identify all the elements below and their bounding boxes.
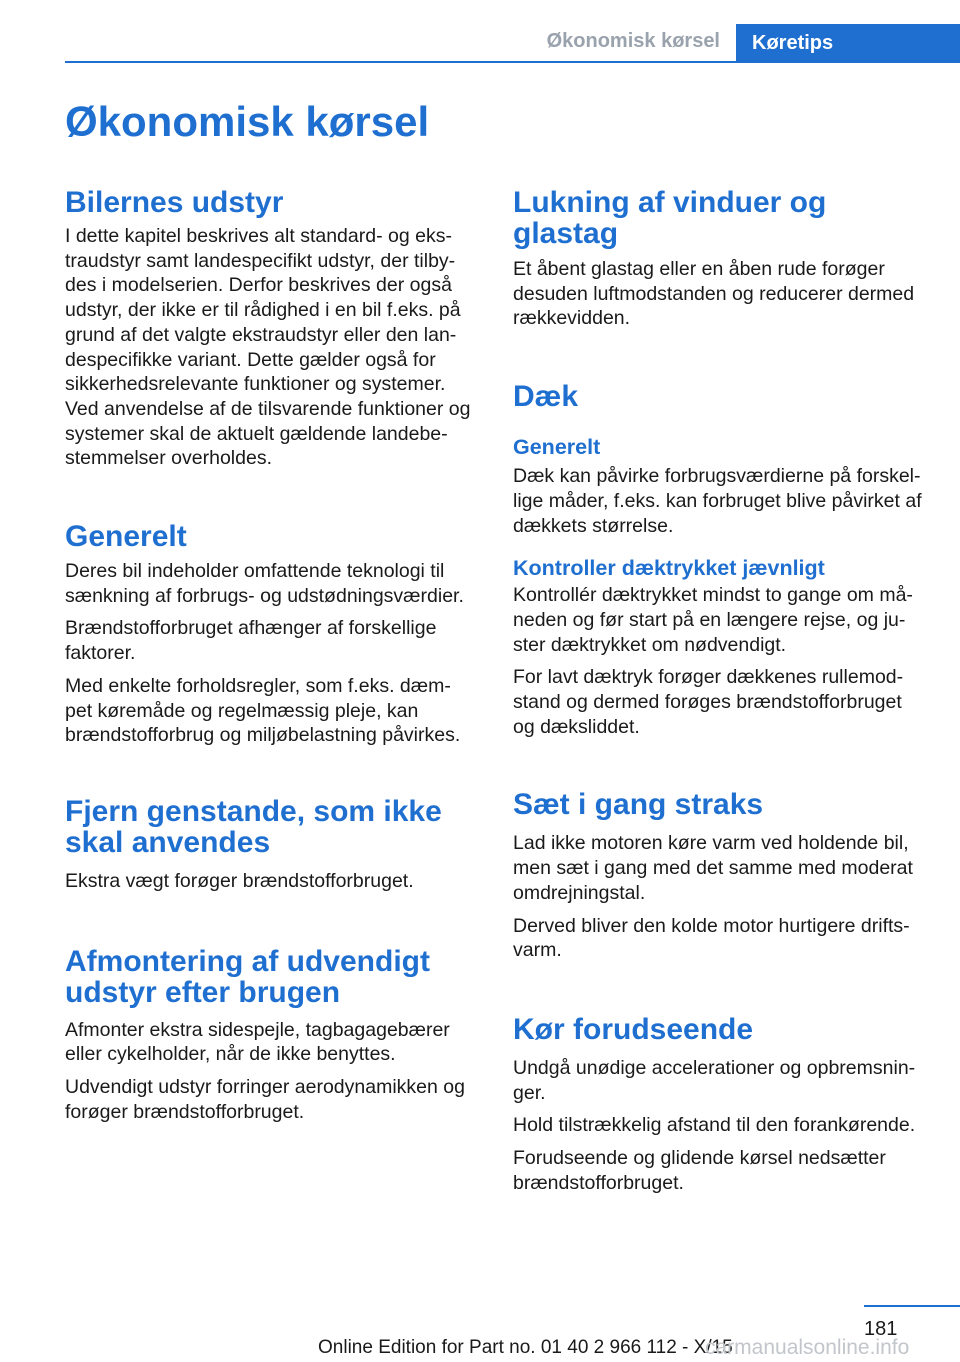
subheading-kontroller-daektrykket: Kontroller dæktrykket jævnligt: [513, 556, 825, 581]
paragraph: Afmonter ekstra sidespejle, tagbagagebærer eller cykelholder, når de ikke benyttes.: [65, 1018, 450, 1066]
heading-bilernes-udstyr: Bilernes udstyr: [65, 186, 284, 219]
footer-edition-text: Online Edition for Part no. 01 40 2 966 112 - X/15: [318, 1337, 733, 1358]
page-number: 181: [864, 1318, 898, 1340]
heading-fjern-genstande: Fjern genstande, som ikke skal anvendes: [65, 794, 442, 859]
paragraph: Dæk kan påvirke forbrugsværdierne på forskel‐ lige måder, f.eks. kan forbruget blive påvirket af dækkets størrelse.: [513, 465, 922, 537]
paragraph: Udvendigt udstyr forringer aerodynamikken og forøger brændstofforbruget.: [65, 1076, 465, 1123]
paragraph: Brændstofforbruget afhænger af forskellige faktorer.: [65, 617, 437, 665]
heading-generelt: Generelt: [65, 520, 187, 554]
right-column: [513, 184, 933, 1195]
paragraph: Hold tilstrækkelig afstand til den forankørende.: [513, 1114, 916, 1137]
heading-daek: Dæk: [513, 380, 579, 414]
paragraph: Med enkelte forholdsregler, som f.eks. dæm‐ pet køremåde og regelmæssig pleje, kan brændstofforbrug og miljøbelastning påvirkes.: [65, 674, 461, 747]
heading-koer-forudseende: Kør forudseende: [513, 1012, 754, 1046]
heading-saet-i-gang-straks: Sæt i gang straks: [513, 788, 764, 822]
heading-afmontering: Afmontering af udvendigt udstyr efter brugen: [65, 944, 430, 1009]
paragraph: Kontrollér dæktrykket mindst to gange om må‐ neden og før start på en længere rejse, og ju‐ ster dæktrykket om nødvendigt.: [513, 584, 913, 656]
paragraph: Et åbent glastag eller en åben rude forøger desuden luftmodstanden og reducerer dermed rækkevidden.: [513, 258, 915, 330]
watermark-text: carmanualsonline.info: [705, 1336, 910, 1359]
paragraph: I dette kapitel beskrives alt standard- og eks‐ traudstyr samt landespecifikt udstyr, der tilby‐ des i modelserien. Derfor beskrives der også udstyr, der ikke er til rådighed i en bil f.eks. på grund af det valgte ekstraudstyr eller den lan‐ despecifikke variant. Dette gælder også for sikkerhedsrelevante funktioner og systemer. Ved anvendelse af de tilsvarende funktioner og systemer skal de aktuelt gældende landebe‐ stemmelser overholdes.: [65, 225, 471, 470]
paragraph: Forudseende og glidende kørsel nedsætter brændstofforbruget.: [513, 1147, 886, 1194]
paragraph: Lad ikke motoren køre varm ved holdende bil, men sæt i gang med det samme med moderat omdrejningstal.: [513, 832, 913, 904]
subheading-generelt: Generelt: [513, 435, 601, 460]
paragraph: For lavt dæktryk forøger dækkenes rullemod‐ stand og dermed forøges brændstofforbruget og dæksliddet.: [513, 666, 904, 738]
paragraph: Ekstra vægt forøger brændstofforbruget.: [65, 869, 414, 892]
paragraph: Undgå unødige accelerationer og opbremsnin‐ ger.: [513, 1056, 916, 1104]
page-title: Økonomisk kørsel: [65, 98, 430, 145]
paragraph: Deres bil indeholder omfattende teknologi til sænkning af forbrugs- og udstødningsværdier.: [65, 560, 464, 607]
footer-rule: [864, 1305, 960, 1307]
left-column: [65, 184, 480, 1124]
header-rule: [65, 61, 960, 63]
header-section-title: Økonomisk kørsel: [546, 30, 720, 52]
header-chapter-tab: Køretips: [736, 24, 960, 62]
heading-lukning-af-vinduer: Lukning af vinduer og glastag: [513, 186, 827, 250]
paragraph: Derved bliver den kolde motor hurtigere drifts‐ varm.: [513, 914, 910, 962]
